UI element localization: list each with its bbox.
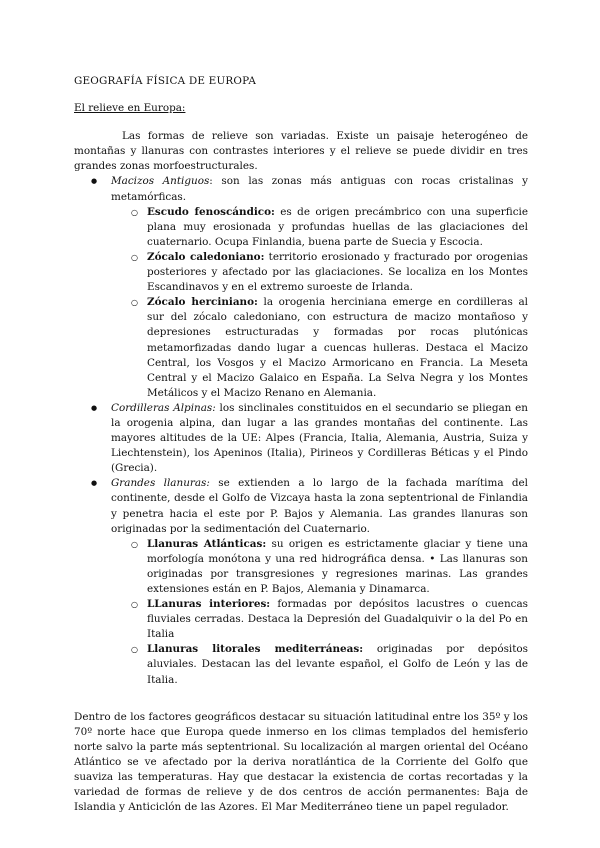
list-item-herciniano — [111, 295, 528, 401]
text-cordilleras-alpinas: los sinclinales constituidos en el secundario se pliegan en la orogenia alpina, dan lugar a las grandes montañas del continente. Las mayores altitudes de la UE: Alpes (Francia, Italia, Alemania, Austria, Suiza y Liechtenstein), los Apeninos (Italia), Pirineos y Cordilleras Béticas y el Pindo (Grecia). — [111, 401, 528, 475]
text-llanuras-litorales: originadas por depósitos aluviales. Destacan las del levante español, el Golfo de León y las de Italia. — [147, 643, 528, 686]
list-item-caledoniano — [111, 250, 528, 295]
term-llanuras-litorales: Llanuras litorales mediterráneas: — [147, 643, 364, 656]
term-herciniano: Zócalo herciniano: — [147, 296, 258, 309]
list-item-llanuras-atlanticas — [111, 537, 528, 597]
text-macizos-antiguos: : son las zonas más antiguas con rocas cristalinas y metamórficas. — [111, 175, 529, 203]
list-item-llanuras-interiores — [111, 597, 528, 642]
list-item-cordilleras-alpinas — [74, 401, 528, 476]
term-caledoniano: Zócalo caledoniano: — [147, 250, 265, 263]
list-item-macizos-antiguos — [74, 174, 528, 400]
document-title: GEOGRAFÍA FÍSICA DE EUROPA — [74, 75, 257, 87]
text-grandes-llanuras: se extienden a lo largo de la fachada marítima del continente, desde el Golfo de Vizcaya hasta la zona septentrional de Finlandia y penetra hacia el este por P. Bajos y Alemania. Las grandes llanuras son originadas por la sedimentación del Cuaternario. — [111, 477, 529, 535]
text-escudo: es de origen precámbrico con una superficie plana muy erosionada y profundas huellas de las glaciaciones del cuaternario. Ocupa Finlandia, buena parte de Suecia y Escocia. — [147, 205, 528, 248]
section-heading: El relieve en Europa: — [74, 102, 186, 115]
list-item-grandes-llanuras — [74, 476, 528, 687]
list-item-escudo — [111, 205, 528, 250]
term-llanuras-atlanticas: Llanuras Atlánticas: — [147, 537, 267, 550]
llanuras-sublist — [111, 537, 528, 688]
term-escudo: Escudo fenoscándico: — [147, 205, 275, 218]
term-llanuras-interiores: LLanuras interiores: — [147, 598, 271, 611]
relief-list — [74, 174, 528, 687]
intro-paragraph: Las formas de relieve son variadas. Existe un paisaje heterogéneo de montañas y llanuras con contrastes interiores y el relieve se puede dividir en tres grandes zonas morfoestructurales. — [74, 130, 528, 173]
term-macizos-antiguos: Macizos Antiguos — [111, 175, 210, 188]
macizos-sublist — [111, 205, 528, 401]
list-item-llanuras-litorales — [111, 642, 528, 687]
text-herciniano: la orogenia herciniana emerge en cordilleras al sur del zócalo caledoniano, con estructura de macizo montañoso y depresiones estructuradas y formadas por rocas plutónicas metamorfizadas dando lugar a cuencas hulleras. Destaca el Macizo Central, los Vosgos y el Macizo Armoricano en Francia. La Meseta Central y el Macizo Galaico en España. La Selva Negra y los Montes Metálicos y el Macizo Renano en Alemania. — [147, 296, 528, 399]
term-grandes-llanuras: Grandes llanuras: — [111, 477, 210, 490]
text-llanuras-atlanticas: su origen es estrictamente glaciar y tiene una morfología monótona y una red hidrográfica densa. • Las llanuras son originadas por transgresiones y regresiones marinas. Las grandes extensiones están en P. Bajos, Alemania y Dinamarca. — [147, 537, 528, 595]
text-caledoniano: territorio erosionado y fracturado por orogenias posteriores y afectado por las glaciaciones. Se localiza en los Montes Escandinavos y en el extremo suroeste de Irlanda. — [147, 250, 528, 294]
text-llanuras-interiores: formadas por depósitos lacustres o cuencas fluviales cerradas. Destaca la Depresión del Guadalquivir o la del Po en Italia — [147, 598, 528, 641]
term-cordilleras-alpinas: Cordilleras Alpinas: — [111, 401, 216, 414]
closing-paragraph: Dentro de los factores geográficos destacar su situación latitudinal entre los 35º y los 70º norte hace que Europa quede inmerso en los climas templados del hemisferio norte salvo la parte más septentrional. Su localización al margen oriental del Océano Atlántico se ve afectado por la deriva noratlántica de la Corriente del Golfo que suaviza las temperaturas. Hay que destacar la existencia de cortas recortadas y la variedad de formas de relieve y de dos centros de acción permanentes: Baja de Islandia y Anticiclón de las Azores. El Mar Mediterráneo tiene un papel regulador. — [74, 710, 528, 814]
